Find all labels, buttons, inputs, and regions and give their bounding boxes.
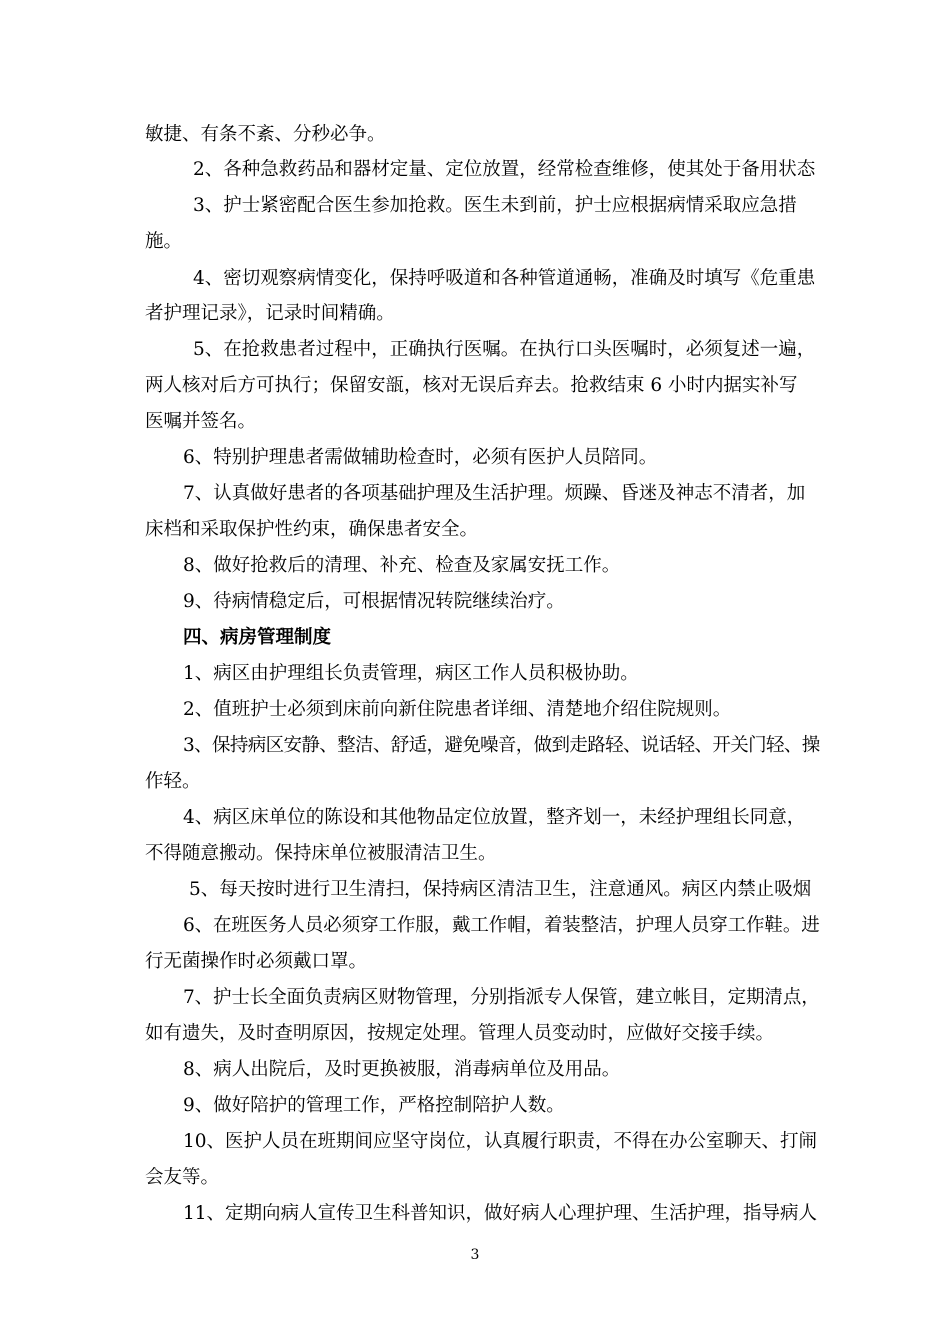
paragraph-line: 会友等。 (145, 1167, 220, 1188)
paragraph-line: 6、特别护理患者需做辅助检查时，必须有医护人员陪同。 (183, 447, 658, 468)
paragraph-line: 两人核对后方可执行；保留安瓿，核对无误后弃去。抢救结束 6 小时内据实补写 (145, 375, 798, 396)
paragraph-line: 5、在抢救患者过程中，正确执行医嘱。在执行口头医嘱时，必须复述一遍， (193, 339, 816, 360)
paragraph-line: 7、认真做好患者的各项基础护理及生活护理。烦躁、昏迷及神志不清者，加 (183, 483, 806, 504)
paragraph-line: 如有遗失，及时查明原因，按规定处理。管理人员变动时，应做好交接手续。 (145, 1023, 775, 1044)
paragraph-line: 8、病人出院后，及时更换被服，消毒病单位及用品。 (183, 1059, 621, 1080)
paragraph-line: 行无菌操作时必须戴口罩。 (145, 951, 368, 972)
paragraph-line: 9、做好陪护的管理工作，严格控制陪护人数。 (183, 1095, 565, 1116)
page-number: 3 (470, 1247, 480, 1263)
paragraph-line: 2、值班护士必须到床前向新住院患者详细、清楚地介绍住院规则。 (183, 699, 732, 720)
paragraph-line: 8、做好抢救后的清理、补充、检查及家属安抚工作。 (183, 555, 621, 576)
paragraph-line: 敏捷、有条不紊、分秒必争。 (145, 124, 386, 145)
paragraph-line: 11、定期向病人宣传卫生科普知识，做好病人心理护理、生活护理，指导病人 (183, 1203, 818, 1224)
paragraph-line: 4、病区床单位的陈设和其他物品定位放置，整齐划一，未经护理组长同意， (183, 807, 806, 828)
paragraph-line: 医嘱并签名。 (145, 411, 257, 432)
paragraph-line: 3、护士紧密配合医生参加抢救。医生未到前，护士应根据病情采取应急措 (193, 195, 797, 216)
paragraph-line: 作轻。 (145, 771, 201, 792)
paragraph-line: 2、各种急救药品和器材定量、定位放置，经常检查维修，使其处于备用状态 (193, 159, 816, 180)
paragraph-line: 床档和采取保护性约束，确保患者安全。 (145, 519, 479, 540)
paragraph-line: 10、医护人员在班期间应坚守岗位，认真履行职责，不得在办公室聊天、打闹 (183, 1131, 818, 1152)
paragraph-line: 7、护士长全面负责病区财物管理，分别指派专人保管，建立帐目，定期清点， (183, 987, 820, 1008)
paragraph-line: 1、病区由护理组长负责管理，病区工作人员积极协助。 (183, 663, 639, 684)
paragraph-line: 不得随意搬动。保持床单位被服清洁卫生。 (145, 843, 497, 864)
paragraph-line: 5、每天按时进行卫生清扫，保持病区清洁卫生，注意通风。病区内禁止吸烟 (189, 879, 812, 900)
paragraph-line: 3、保持病区安静、整洁、舒适，避免噪音，做到走路轻、说话轻、开关门轻、操 (183, 735, 820, 756)
paragraph-line: 6、在班医务人员必须穿工作服，戴工作帽，着装整洁，护理人员穿工作鞋。进 (183, 915, 820, 936)
section-heading: 四、病房管理制度 (183, 627, 332, 648)
paragraph-line: 施。 (145, 231, 183, 252)
paragraph-line: 9、待病情稳定后，可根据情况转院继续治疗。 (183, 591, 565, 612)
paragraph-line: 者护理记录》，记录时间精确。 (145, 303, 395, 324)
paragraph-line: 4、密切观察病情变化，保持呼吸道和各种管道通畅，准确及时填写《危重患 (193, 268, 816, 289)
